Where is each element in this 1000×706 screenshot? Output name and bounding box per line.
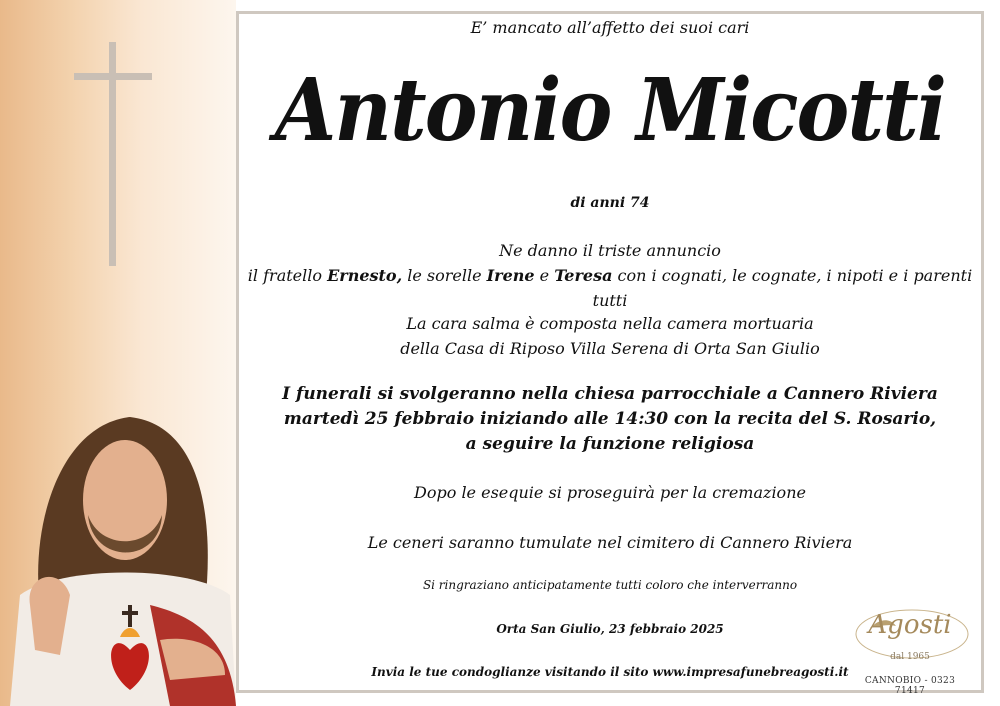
funeral-block: [236, 382, 984, 457]
brother-name: Ernesto,: [327, 266, 403, 285]
age-line: di anni 74: [570, 195, 650, 211]
logo-contact: CANNOBIO - 0323 71417: [864, 676, 956, 696]
salma-line-2: della Casa di Riposo Villa Serena di Orta San Giulio: [400, 339, 820, 358]
logo-brand: Agosti: [868, 610, 952, 640]
side-panel: [0, 0, 236, 706]
salma-block: [236, 311, 984, 361]
logo-since: dal 1965: [890, 652, 930, 662]
salma-line-1: La cara salma è composta nella camera mortuaria: [406, 314, 814, 333]
funeral-line-3: a seguire la funzione religiosa: [465, 434, 755, 454]
funeral-home-logo: [850, 604, 980, 696]
sister-name-2: Teresa: [554, 266, 613, 285]
website-line: Invia le tue condoglianze visitando il sito www.impresafunebreagosti.it: [371, 665, 849, 679]
announcement-line-2: il fratello Ernesto, le sorelle Irene e Teresa con i cognati, le cognate, i nipoti e i parenti tutti: [247, 266, 973, 310]
funeral-line-2: martedì 25 febbraio iniziando alle 14:30 con la recita del S. Rosario,: [283, 409, 937, 429]
sacred-heart-portrait: [0, 405, 236, 706]
announcement-block: [236, 238, 984, 313]
place-date: Orta San Giulio, 23 febbraio 2025: [496, 622, 724, 636]
funeral-line-1: I funerali si svolgeranno nella chiesa parrocchiale a Cannero Riviera: [282, 384, 938, 404]
announcement-line-1: Ne danno il triste annuncio: [499, 241, 721, 260]
thanks-line: Si ringraziano anticipatamente tutti coloro che interverranno: [422, 578, 798, 592]
cremation-line: Dopo le esequie si proseguirà per la cremazione: [414, 483, 806, 502]
sister-name-1: Irene: [486, 266, 535, 285]
cross-icon: [0, 0, 236, 300]
burial-line: Le ceneri saranno tumulate nel cimitero di Cannero Riviera: [367, 533, 853, 552]
deceased-name: Antonio Micotti: [274, 60, 946, 161]
intro-line: E’ mancato all’affetto dei suoi cari: [470, 18, 750, 37]
